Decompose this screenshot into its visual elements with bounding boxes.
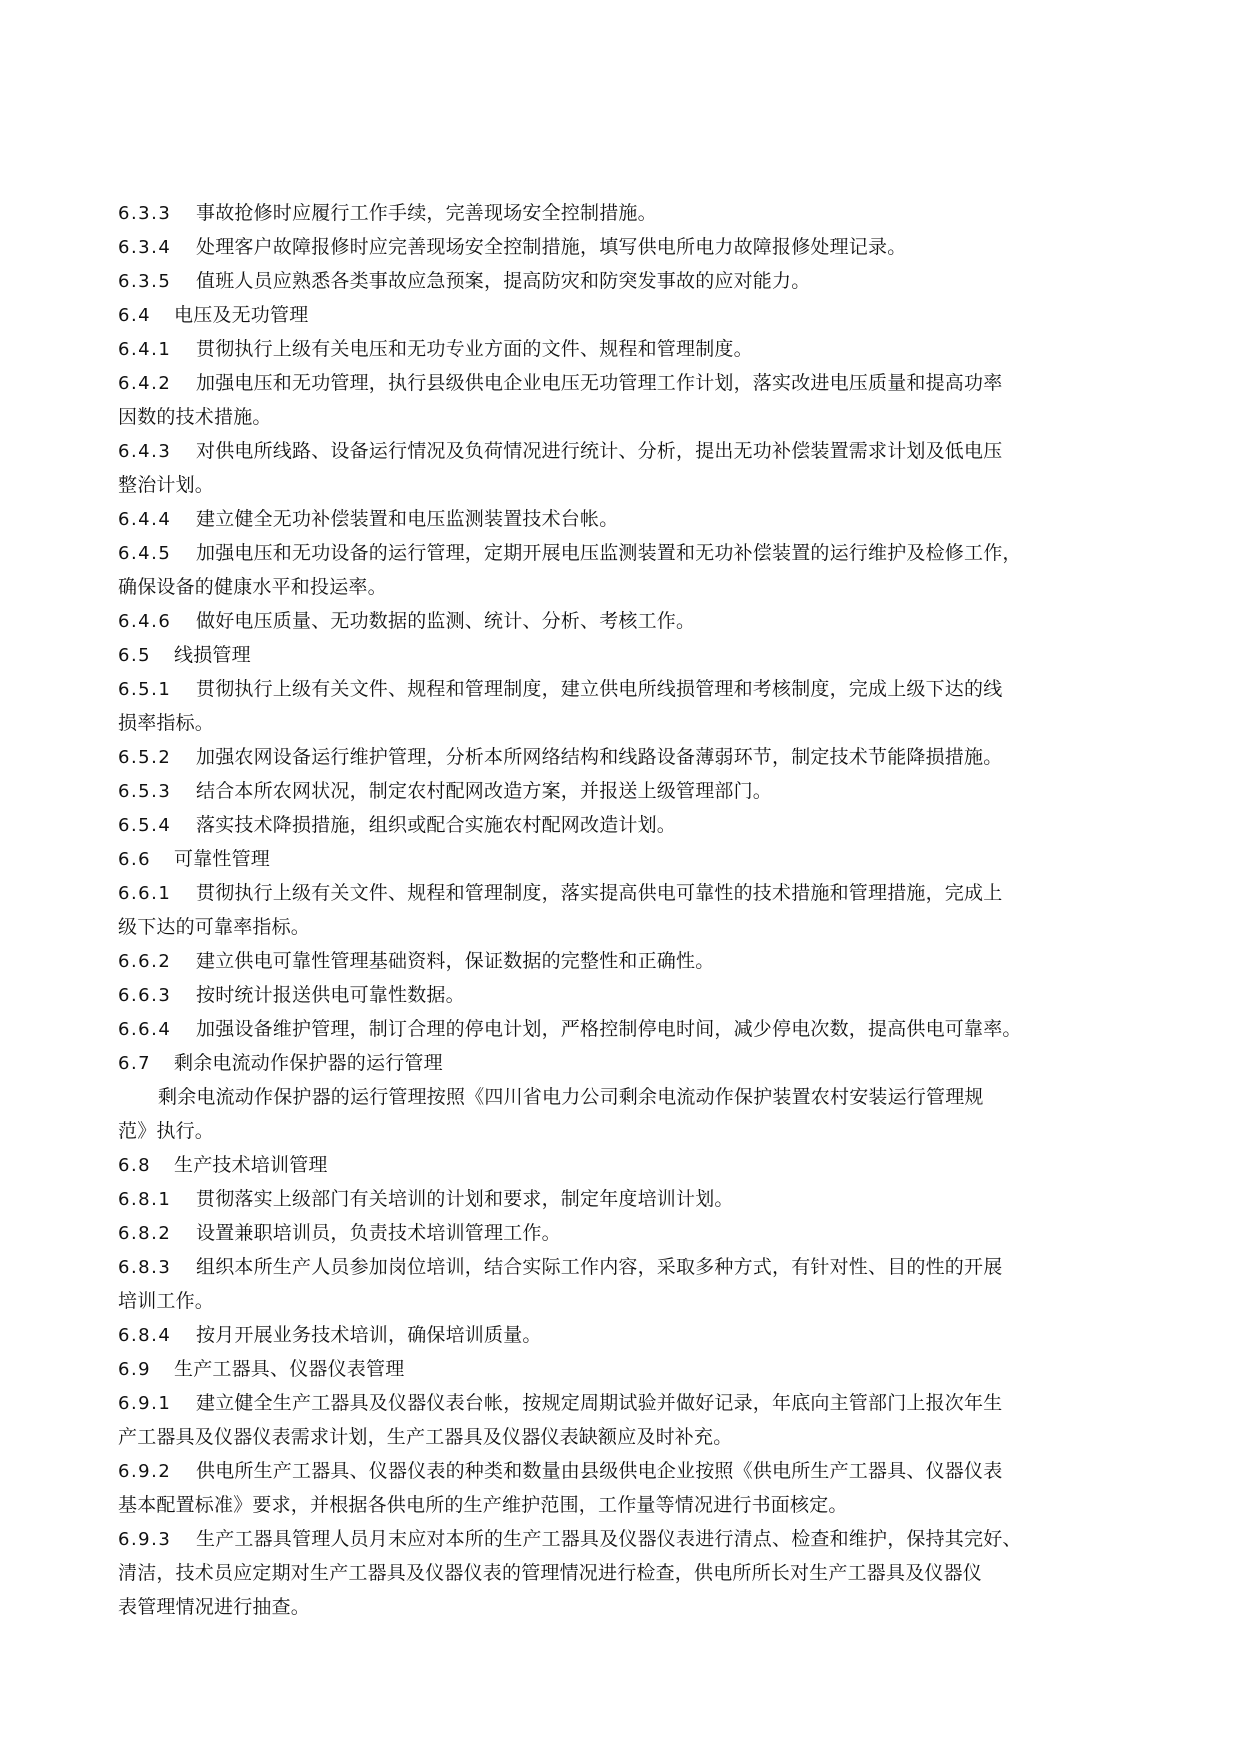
- clause-number: 6.3.5: [118, 271, 172, 292]
- section-number: 6.6: [118, 849, 152, 870]
- section-title: 电压及无功管理: [174, 304, 309, 326]
- clause-6-4-5-continued: [118, 570, 1122, 604]
- clause-text: 建立健全无功补偿装置和电压监测装置技术台帐。: [196, 508, 619, 530]
- clause-number: 6.9.2: [118, 1461, 172, 1482]
- clause-6-5-1-continued: [118, 706, 1122, 740]
- clause-number: 6.6.4: [118, 1019, 172, 1040]
- clause-number: 6.5.2: [118, 747, 172, 768]
- clause-number: 6.8.4: [118, 1325, 172, 1346]
- clause-text: 加强电压和无功设备的运行管理，定期开展电压监测装置和无功补偿装置的运行维护及检修工作，: [196, 542, 1022, 564]
- clause-6-4-1: [118, 332, 1122, 366]
- clause-text: 加强农网设备运行维护管理，分析本所网络结构和线路设备薄弱环节，制定技术节能降损措施。: [196, 746, 1003, 768]
- clause-number: 6.4.6: [118, 611, 172, 632]
- clause-6-6-3: [118, 978, 1122, 1012]
- section-title: 可靠性管理: [174, 848, 271, 870]
- clause-6-9-2: [118, 1454, 1122, 1488]
- clause-text: 贯彻执行上级有关电压和无功专业方面的文件、规程和管理制度。: [196, 338, 753, 360]
- paragraph-6-7-continued: [118, 1114, 1122, 1148]
- section-title: 生产技术培训管理: [174, 1154, 328, 1176]
- section-heading-6-8: [118, 1148, 1122, 1182]
- clause-number: 6.6.3: [118, 985, 172, 1006]
- clause-number: 6.4.2: [118, 373, 172, 394]
- clause-6-5-3: [118, 774, 1122, 808]
- clause-6-4-3-continued: [118, 468, 1122, 502]
- clause-text: 按时统计报送供电可靠性数据。: [196, 984, 465, 1006]
- clause-text: 贯彻落实上级部门有关培训的计划和要求，制定年度培训计划。: [196, 1188, 734, 1210]
- clause-text: 表管理情况进行抽查。: [118, 1596, 311, 1618]
- section-title: 生产工器具、仪器仪表管理: [174, 1358, 405, 1380]
- paragraph-text: 范》执行。: [118, 1120, 215, 1142]
- clause-number: 6.9.1: [118, 1393, 172, 1414]
- clause-6-4-4: [118, 502, 1122, 536]
- clause-6-8-3: [118, 1250, 1122, 1284]
- clause-6-9-3: [118, 1522, 1122, 1556]
- clause-text: 损率指标。: [118, 712, 215, 734]
- clause-text: 设置兼职培训员，负责技术培训管理工作。: [196, 1222, 561, 1244]
- clause-text: 值班人员应熟悉各类事故应急预案，提高防灾和防突发事故的应对能力。: [196, 270, 811, 292]
- clause-number: 6.8.2: [118, 1223, 172, 1244]
- clause-text: 清洁，技术员应定期对生产工器具及仪器仪表的管理情况进行检查，供电所所长对生产工器具及仪器仪: [118, 1562, 983, 1584]
- clause-6-3-4: [118, 230, 1122, 264]
- clause-text: 建立供电可靠性管理基础资料，保证数据的完整性和正确性。: [196, 950, 715, 972]
- clause-number: 6.9.3: [118, 1529, 172, 1550]
- clause-text: 结合本所农网状况，制定农村配网改造方案，并报送上级管理部门。: [196, 780, 773, 802]
- clause-text: 产工器具及仪器仪表需求计划，生产工器具及仪器仪表缺额应及时补充。: [118, 1426, 733, 1448]
- clause-text: 事故抢修时应履行工作手续，完善现场安全控制措施。: [196, 202, 657, 224]
- clause-number: 6.4.3: [118, 441, 172, 462]
- section-heading-6-9: [118, 1352, 1122, 1386]
- clause-6-9-3-continued-2: [118, 1590, 1122, 1624]
- clause-number: 6.4.4: [118, 509, 172, 530]
- paragraph-6-7: [118, 1080, 1122, 1114]
- clause-6-8-1: [118, 1182, 1122, 1216]
- section-heading-6-5: [118, 638, 1122, 672]
- clause-6-5-1: [118, 672, 1122, 706]
- clause-text: 基本配置标准》要求，并根据各供电所的生产维护范围，工作量等情况进行书面核定。: [118, 1494, 848, 1516]
- section-number: 6.8: [118, 1155, 152, 1176]
- clause-number: 6.4.1: [118, 339, 172, 360]
- section-heading-6-4: [118, 298, 1122, 332]
- clause-text: 贯彻执行上级有关文件、规程和管理制度，落实提高供电可靠性的技术措施和管理措施，完成上: [196, 882, 1003, 904]
- section-number: 6.9: [118, 1359, 152, 1380]
- section-number: 6.7: [118, 1053, 152, 1074]
- clause-6-5-2: [118, 740, 1122, 774]
- clause-text: 级下达的可靠率指标。: [118, 916, 311, 938]
- clause-6-9-1-continued: [118, 1420, 1122, 1454]
- clause-text: 整治计划。: [118, 474, 215, 496]
- clause-number: 6.3.3: [118, 203, 172, 224]
- clause-6-8-4: [118, 1318, 1122, 1352]
- clause-6-8-3-continued: [118, 1284, 1122, 1318]
- clause-text: 生产工器具管理人员月末应对本所的生产工器具及仪器仪表进行清点、检查和维护，保持其完好、: [196, 1528, 1022, 1550]
- clause-number: 6.8.1: [118, 1189, 172, 1210]
- clause-number: 6.5.3: [118, 781, 172, 802]
- section-heading-6-7: [118, 1046, 1122, 1080]
- clause-text: 加强电压和无功管理，执行县级供电企业电压无功管理工作计划，落实改进电压质量和提高功率: [196, 372, 1003, 394]
- clause-6-3-5: [118, 264, 1122, 298]
- clause-6-4-5: [118, 536, 1122, 570]
- clause-text: 因数的技术措施。: [118, 406, 272, 428]
- clause-6-4-2: [118, 366, 1122, 400]
- section-heading-6-6: [118, 842, 1122, 876]
- clause-6-3-3: [118, 196, 1122, 230]
- clause-text: 按月开展业务技术培训，确保培训质量。: [196, 1324, 542, 1346]
- clause-6-9-1: [118, 1386, 1122, 1420]
- clause-6-6-1-continued: [118, 910, 1122, 944]
- clause-6-4-3: [118, 434, 1122, 468]
- clause-text: 对供电所线路、设备运行情况及负荷情况进行统计、分析，提出无功补偿装置需求计划及低电压: [196, 440, 1003, 462]
- clause-6-9-3-continued: [118, 1556, 1122, 1590]
- clause-6-4-2-continued: [118, 400, 1122, 434]
- section-title: 线损管理: [174, 644, 251, 666]
- clause-text: 加强设备维护管理，制订合理的停电计划，严格控制停电时间，减少停电次数，提高供电可靠率。: [196, 1018, 1022, 1040]
- clause-number: 6.6.1: [118, 883, 172, 904]
- clause-number: 6.3.4: [118, 237, 172, 258]
- section-title: 剩余电流动作保护器的运行管理: [174, 1052, 443, 1074]
- clause-text: 做好电压质量、无功数据的监测、统计、分析、考核工作。: [196, 610, 696, 632]
- clause-6-6-2: [118, 944, 1122, 978]
- clause-number: 6.4.5: [118, 543, 172, 564]
- clause-text: 确保设备的健康水平和投运率。: [118, 576, 387, 598]
- clause-6-9-2-continued: [118, 1488, 1122, 1522]
- clause-number: 6.6.2: [118, 951, 172, 972]
- clause-text: 落实技术降损措施，组织或配合实施农村配网改造计划。: [196, 814, 677, 836]
- section-number: 6.5: [118, 645, 152, 666]
- clause-6-4-6: [118, 604, 1122, 638]
- clause-text: 培训工作。: [118, 1290, 215, 1312]
- section-number: 6.4: [118, 305, 152, 326]
- clause-6-6-4: [118, 1012, 1122, 1046]
- clause-6-8-2: [118, 1216, 1122, 1250]
- paragraph-text: 剩余电流动作保护器的运行管理按照《四川省电力公司剩余电流动作保护装置农村安装运行管理规: [158, 1086, 984, 1108]
- clause-text: 贯彻执行上级有关文件、规程和管理制度，建立供电所线损管理和考核制度，完成上级下达的线: [196, 678, 1003, 700]
- clause-text: 供电所生产工器具、仪器仪表的种类和数量由县级供电企业按照《供电所生产工器具、仪器仪表: [196, 1460, 1003, 1482]
- clause-6-5-4: [118, 808, 1122, 842]
- clause-text: 处理客户故障报修时应完善现场安全控制措施，填写供电所电力故障报修处理记录。: [196, 236, 907, 258]
- clause-number: 6.5.4: [118, 815, 172, 836]
- clause-text: 建立健全生产工器具及仪器仪表台帐，按规定周期试验并做好记录，年底向主管部门上报次年生: [196, 1392, 1003, 1414]
- clause-number: 6.5.1: [118, 679, 172, 700]
- document-body: [118, 196, 1122, 1624]
- clause-number: 6.8.3: [118, 1257, 172, 1278]
- clause-6-6-1: [118, 876, 1122, 910]
- clause-text: 组织本所生产人员参加岗位培训，结合实际工作内容，采取多种方式，有针对性、目的性的开展: [196, 1256, 1003, 1278]
